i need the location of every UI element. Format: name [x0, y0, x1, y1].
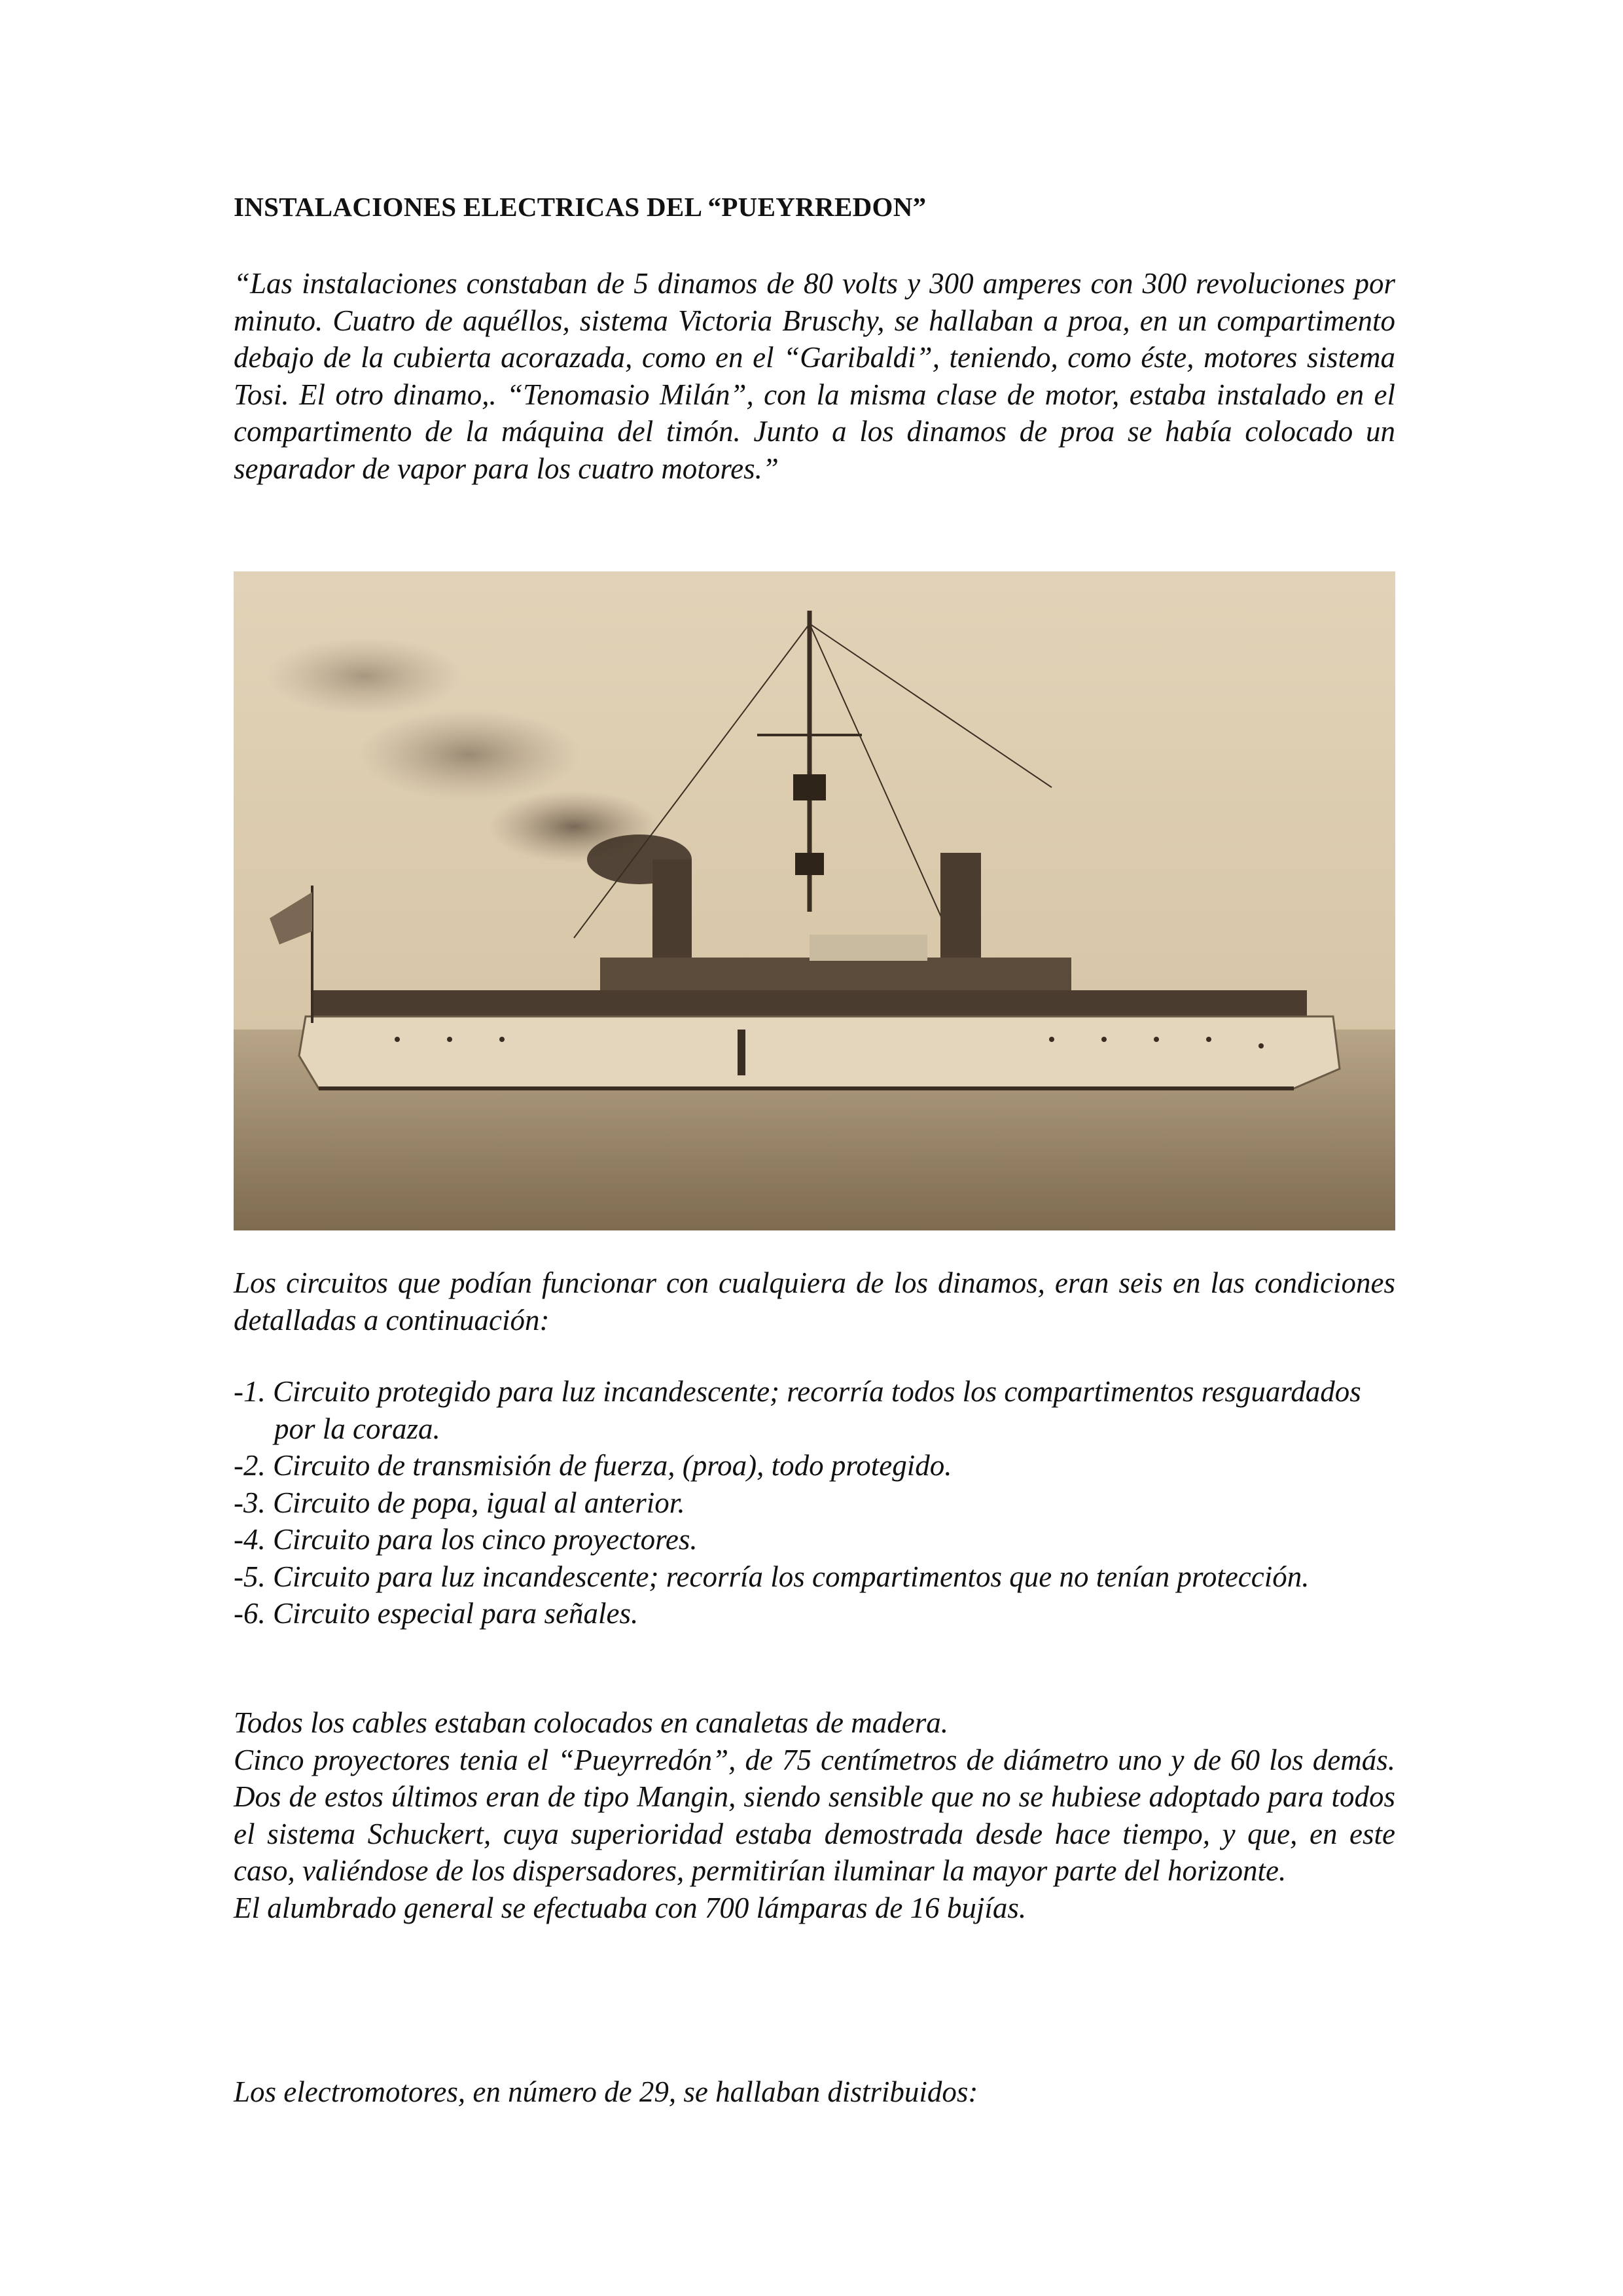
list-item: -1. Circuito protegido para luz incandescente; recorría todos los compartimentos resguardados por la coraza. [234, 1375, 1361, 1445]
cables-block [234, 1704, 1395, 1926]
fighting-top [793, 774, 826, 800]
list-item: -4. Circuito para los cinco proyectores. [234, 1523, 698, 1556]
lower-top [795, 853, 824, 875]
list-item: -2. Circuito de transmisión de fuerza, (proa), todo protegido. [234, 1449, 952, 1482]
list-item: -3. Circuito de popa, igual al anterior. [234, 1486, 685, 1519]
list-item: -5. Circuito para luz incandescente; recorría los compartimentos que no tenían protección. [234, 1560, 1310, 1593]
gun-sponson [738, 1030, 745, 1075]
circuits-intro-paragraph: Los circuitos que podían funcionar con cualquiera de los dinamos, eran seis en las condiciones detalladas a continuación: [234, 1266, 1395, 1336]
document-title: INSTALACIONES ELECTRICAS DEL “PUEYRREDON” [234, 192, 927, 222]
list-item: -6. Circuito especial para señales. [234, 1597, 639, 1630]
quote-paragraph: “Las instalaciones constaban de 5 dinamos de 80 volts y 300 amperes con 300 revoluciones por minuto. Cuatro de aquéllos, sistema Victoria Bruschy, se hallaban a proa, en un compartimento debajo de la cubierta acorazada, como en el “Garibaldi”, teniendo, como éste, motores sistema Tosi. El otro dinamo,. “Tenomasio Milán”, con la misma clase de motor, estaba instalado en el compartimento de la máquina del timón. Junto a los dinamos de proa se había colocado un separador de vapor para los cuatro motores.” [234, 267, 1395, 485]
cables-line: Todos los cables estaban colocados en canaletas de madera. [234, 1706, 948, 1739]
proyectores-paragraph: Cinco proyectores tenia el “Pueyrredón”, de 75 centímetros de diámetro uno y de 60 los demás. Dos de estos últimos eran de tipo Mangin, siendo sensible que no se hubiese adoptado para todos el sistema Schuckert, cuya superioridad estaba demostrada desde hace tiempo, y que, en este caso, valiéndose de los dispersadores, permitirían iluminar la mayor parte del horizonte. [234, 1743, 1395, 1887]
ship-photograph-svg [234, 571, 1395, 1230]
alumbrado-line: El alumbrado general se efectuaba con 700 lámparas de 16 bujías. [234, 1891, 1027, 1924]
circuits-list [234, 1373, 1395, 1632]
boat [810, 935, 927, 961]
ship-photograph [234, 571, 1395, 1230]
electromotores-line: Los electromotores, en número de 29, se hallaban distribuidos: [234, 2075, 978, 2108]
hull [299, 1016, 1340, 1088]
